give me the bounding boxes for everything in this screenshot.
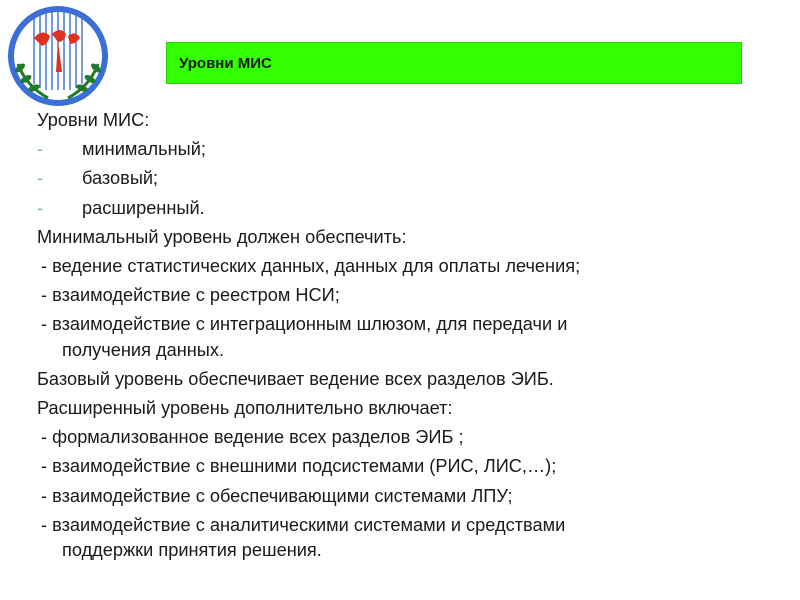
emblem-logo — [4, 4, 112, 112]
slide-title: Уровни МИС — [179, 54, 272, 72]
list-item — [37, 164, 767, 193]
slide-body — [37, 106, 767, 565]
list-item: - взаимодействие с реестром НСИ; — [41, 285, 340, 306]
bullet-dash: - — [37, 139, 44, 160]
list-item: - взаимодействие с интеграционным шлюзом, для передачи и — [41, 314, 568, 335]
level-item-text: минимальный; — [82, 139, 206, 160]
list-item-continuation: поддержки принятия решения. — [62, 540, 322, 561]
list-item: - взаимодействие с аналитическими системами и средствами — [41, 514, 566, 535]
slide-title-bar — [166, 42, 742, 84]
list-item — [37, 135, 767, 164]
list-item-continuation: получения данных. — [62, 339, 224, 360]
list-item: - ведение статистических данных, данных для оплаты лечения; — [41, 256, 581, 277]
base-level-text: Базовый уровень обеспечивает ведение всех разделов ЭИБ. — [37, 368, 554, 389]
ext-level-heading: Расширенный уровень дополнительно включает: — [37, 398, 453, 419]
list-item: - формализованное ведение всех разделов ЭИБ ; — [41, 427, 464, 448]
level-item-text: расширенный. — [82, 197, 205, 218]
list-item: - взаимодействие с внешними подсистемами (РИС, ЛИС,…); — [41, 456, 557, 477]
level-item-text: базовый; — [82, 168, 159, 189]
bullet-dash: - — [37, 197, 44, 218]
intro-line: Уровни МИС: — [37, 110, 150, 130]
list-item — [37, 194, 767, 223]
list-item: - взаимодействие с обеспечивающими системами ЛПУ; — [41, 485, 513, 506]
min-level-heading: Минимальный уровень должен обеспечить: — [37, 226, 407, 247]
bullet-dash: - — [37, 168, 44, 189]
